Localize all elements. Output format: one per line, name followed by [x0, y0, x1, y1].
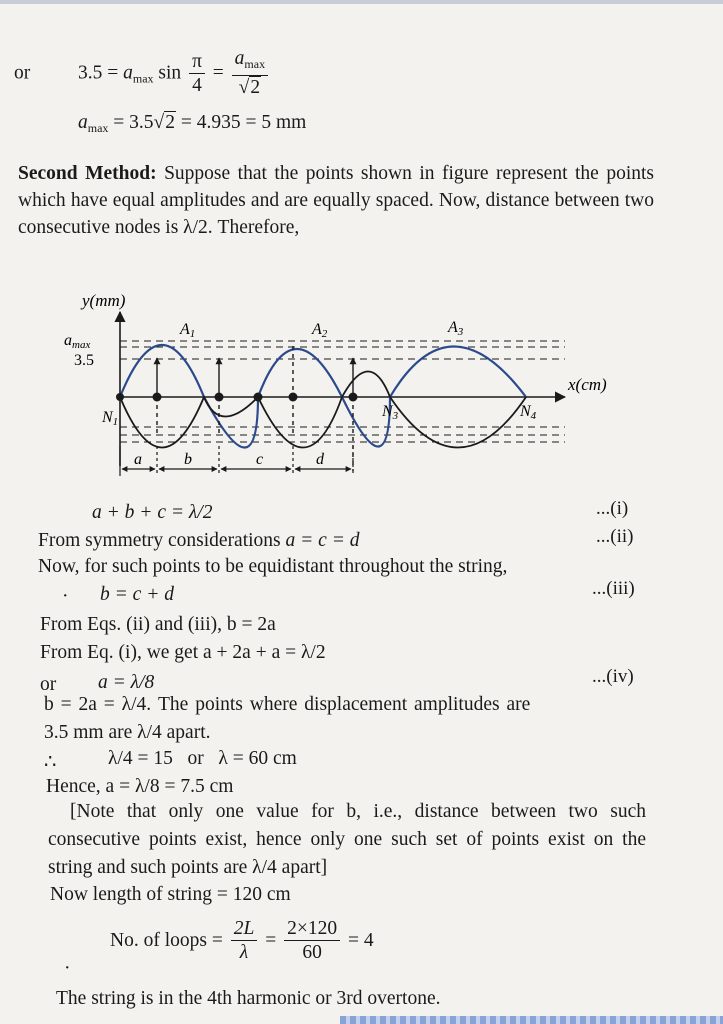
eq-ii-number: ...(ii)	[596, 526, 634, 547]
from-eq-i: From Eq. (i), we get a + 2a + a = λ/2	[40, 642, 326, 663]
bottom-edge-pattern	[340, 1016, 723, 1024]
antinode-a2-label: A2	[312, 321, 328, 340]
or-word-2: or	[40, 674, 57, 695]
apart-line: 3.5 mm are λ/4 apart.	[44, 722, 211, 743]
eq-i-number: ...(i)	[596, 498, 629, 519]
from-eqs-ii-iii: From Eqs. (ii) and (iii), b = 2a	[40, 614, 276, 635]
or-word: or	[14, 62, 31, 84]
conclusion-line: The string is in the 4th harmonic or 3rd overtone.	[56, 988, 441, 1009]
node-n3-label: N3	[382, 403, 399, 422]
wave-trough-curve	[120, 372, 526, 448]
b-equals-line: b = 2a = λ/4. The points where displacement amplitudes are	[44, 694, 531, 715]
string-length-line: Now length of string = 120 cm	[50, 884, 291, 905]
segment-d-label: d	[316, 451, 324, 468]
equation-amax-result: $a_{max} = 3.5√2 = 4.935 = 5$ mm	[78, 112, 307, 135]
segment-c-label: c	[256, 451, 264, 468]
amax-over-root2: $\frac{a_{max}}{√2}$	[232, 48, 268, 100]
segment-a-label: a	[134, 451, 142, 468]
equidistant-sentence: Now, for such points to be equidistant throughout the string,	[38, 556, 508, 577]
eq-ii-line: From symmetry considerations a = c = d	[38, 530, 360, 551]
node-n1-label: N1	[102, 409, 119, 428]
eq-iv-number: ...(iv)	[592, 666, 634, 687]
antinode-a1-label: A1	[180, 321, 196, 340]
y-axis-label: y(mm)	[82, 291, 126, 310]
amplitude-value-label: 3.5	[74, 352, 94, 369]
node-n1-point	[116, 393, 124, 401]
eq-iii: b = c + d	[100, 584, 174, 605]
lambda-result: λ/4 = 15 or λ = 60 cm	[108, 748, 297, 769]
eq-iii-number: ...(iii)	[592, 578, 635, 599]
hence-line: Hence, a = λ/8 = 7.5 cm	[46, 776, 234, 797]
equation-amax-sin: or $3.5 = a_{max}$ sin $\frac{\pi}{4}$ = $\frac{a_{max}}{√2}$	[14, 48, 271, 100]
therefore-symbol: ∴	[44, 752, 57, 773]
amax-label: amax	[64, 332, 91, 351]
dot-marker-2: ·	[64, 958, 71, 979]
second-method-paragraph: Second Method: Suppose that the points shown in figure represent the points which have equal amplitudes and are equally spaced. Now, distance between two consecutive nodes is λ/2. Therefore,	[18, 163, 654, 238]
second-method-heading: Second Method:	[18, 163, 157, 184]
antinode-a3-label: A3	[448, 319, 464, 338]
eq-i: a + b + c = λ/2	[92, 502, 213, 523]
pi-over-four: $\frac{\pi}{4}$	[189, 51, 205, 98]
eq-iv: a = λ/8	[98, 672, 155, 693]
standing-wave-figure	[60, 286, 620, 486]
node-n4-label: N4	[520, 403, 537, 422]
x-axis-label: x(cm)	[568, 375, 607, 394]
dashed-amplitude-lines	[120, 341, 565, 442]
top-edge	[0, 0, 723, 4]
segment-b-label: b	[184, 451, 192, 468]
dot-marker: ·	[62, 586, 69, 607]
note-paragraph: [Note that only one value for b, i.e., distance between two such consecutive points exist, hence only one such set of points exist on the string and such points are λ/4 apart]	[48, 801, 646, 878]
loops-equation: No. of loops = $\frac{2L}{\lambda}$ = $\frac{2\times 120}{60}$ = 4	[110, 918, 374, 963]
